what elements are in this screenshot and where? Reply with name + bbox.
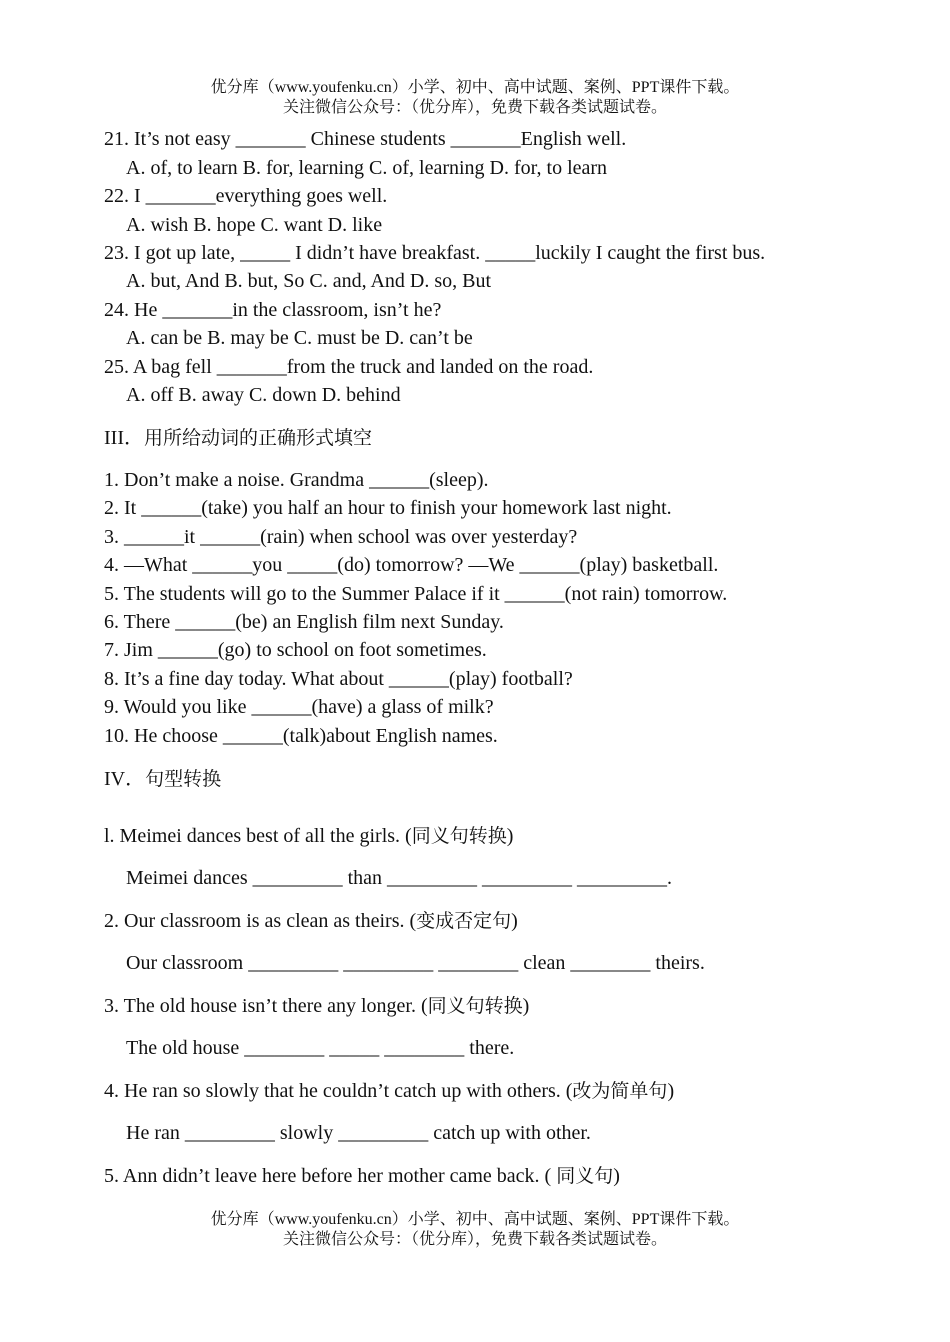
- options-25: A. off B. away C. down D. behind: [126, 384, 401, 406]
- transform-item-3-close: ): [522, 995, 530, 1017]
- transform-item-2-text: 2. Our classroom is as clean as theirs. (: [104, 910, 417, 932]
- section-4-number: IV．: [104, 768, 146, 790]
- transform-item-3-instruction: 同义句转换: [427, 995, 523, 1017]
- verb-item-5: 5. The students will go to the Summer Palace if it ______(not rain) tomorrow.: [104, 583, 728, 605]
- transform-item-2-close: ): [511, 910, 518, 932]
- transform-item-5-close: ): [613, 1165, 620, 1187]
- options-21: A. of, to learn B. for, learning C. of, learning D. for, to learn: [126, 157, 608, 179]
- transform-answer-2: Our classroom _________ _________ ________ clean ________ theirs.: [126, 952, 705, 974]
- transform-item-4-instruction: 改为简单句: [572, 1080, 668, 1102]
- verb-item-10: 10. He choose ______(talk)about English names.: [104, 725, 498, 747]
- verb-item-7: 7. Jim ______(go) to school on foot sometimes.: [104, 639, 487, 661]
- transform-item-4-text: 4. He ran so slowly that he couldn’t catch up with others. (: [104, 1080, 573, 1102]
- footer-line-2: 关注微信公众号：（优分库），免费下载各类试题试卷。: [282, 1231, 667, 1248]
- question-25: 25. A bag fell _______from the truck and landed on the road.: [104, 356, 594, 378]
- transform-item-4-close: ): [667, 1080, 675, 1102]
- section-3-heading: [104, 425, 372, 451]
- transform-item-1-instruction: 同义句转换: [411, 825, 507, 847]
- transform-item-5-instruction: 同义句: [556, 1165, 614, 1187]
- header-line-2: 关注微信公众号：（优分库），免费下载各类试题试卷。: [282, 99, 667, 116]
- verb-item-8: 8. It’s a fine day today. What about ______(play) football?: [104, 668, 573, 690]
- question-23: 23. I got up late, _____ I didn’t have breakfast. _____luckily I caught the first bus.: [104, 242, 766, 264]
- transform-answer-4: He ran _________ slowly _________ catch up with other.: [126, 1122, 591, 1144]
- question-24: 24. He _______in the classroom, isn’t he?: [104, 299, 442, 321]
- section-3-title: 用所给动词的正确形式填空: [143, 427, 372, 449]
- verb-item-1: 1. Don’t make a noise. Grandma ______(sleep).: [104, 469, 489, 491]
- transform-answer-3: The old house ________ _____ ________ there.: [126, 1037, 515, 1059]
- section-4-heading: [104, 766, 221, 792]
- section-3-number: III．: [104, 427, 144, 449]
- transform-item-5: [104, 1163, 620, 1189]
- verb-item-3: 3. ______it ______(rain) when school was over yesterday?: [104, 526, 578, 548]
- section-4-title: 句型转换: [145, 768, 222, 790]
- verb-item-9: 9. Would you like ______(have) a glass of milk?: [104, 696, 494, 718]
- transform-item-3: [104, 993, 529, 1019]
- verb-item-6: 6. There ______(be) an English film next Sunday.: [104, 611, 504, 633]
- transform-item-3-text: 3. The old house isn’t there any longer. (: [104, 995, 428, 1017]
- verb-item-2: 2. It ______(take) you half an hour to finish your homework last night.: [104, 497, 672, 519]
- options-22: A. wish B. hope C. want D. like: [126, 214, 383, 236]
- verb-item-4: 4. —What ______you _____(do) tomorrow? —We ______(play) basketball.: [104, 554, 719, 576]
- transform-item-5-text: 5. Ann didn’t leave here before her mother came back. (: [104, 1165, 557, 1187]
- transform-item-1: [104, 823, 513, 849]
- transform-item-1-close: ): [506, 825, 514, 847]
- options-24: A. can be B. may be C. must be D. can’t be: [126, 327, 473, 349]
- transform-item-4: [104, 1078, 674, 1104]
- header-line-1: 优分库（www.youfenku.cn）小学、初中、高中试题、案例、PPT课件下载。: [210, 79, 740, 96]
- question-22: 22. I _______everything goes well.: [104, 185, 388, 207]
- transform-item-1-text: l. Meimei dances best of all the girls. (: [104, 825, 412, 847]
- question-21: 21. It’s not easy _______ Chinese students _______English well.: [104, 128, 627, 150]
- transform-answer-1: Meimei dances _________ than _________ _________ _________.: [126, 867, 673, 889]
- transform-item-2: [104, 908, 518, 934]
- transform-item-2-instruction: 变成否定句: [416, 910, 512, 932]
- footer-line-1: 优分库（www.youfenku.cn）小学、初中、高中试题、案例、PPT课件下载。: [210, 1211, 740, 1228]
- options-23: A. but, And B. but, So C. and, And D. so, But: [126, 270, 492, 292]
